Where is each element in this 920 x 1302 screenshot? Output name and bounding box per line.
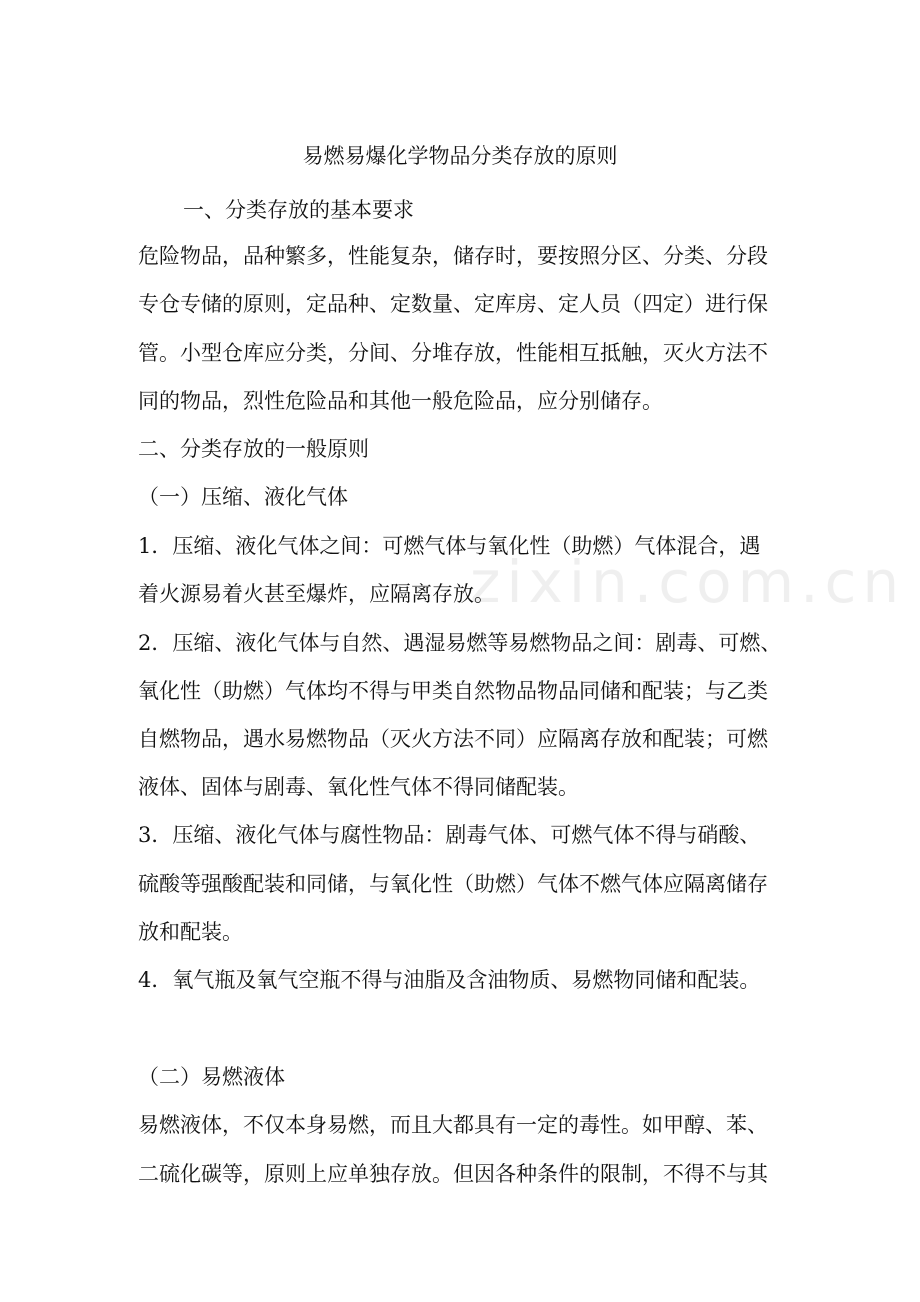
paragraph-line: 4．氧气瓶及氧气空瓶不得与油脂及含油物质、易燃物同储和配装。 bbox=[138, 968, 761, 992]
paragraph-line: 放和配装。 bbox=[138, 920, 243, 944]
paragraph-line: 3．压缩、液化气体与腐性物品：剧毒气体、可燃气体不得与硝酸、 bbox=[138, 823, 761, 847]
subsection-heading: （二）易燃液体 bbox=[138, 1065, 285, 1089]
document-title: 易燃易爆化学物品分类存放的原则 bbox=[302, 144, 618, 168]
section-heading: 一、分类存放的基本要求 bbox=[183, 198, 414, 222]
paragraph-line: 硫酸等强酸配装和同储，与氧化性（助燃）气体不燃气体应隔离储存 bbox=[138, 872, 768, 896]
paragraph-line: 氧化性（助燃）气体均不得与甲类自然物品物品同储和配装；与乙类 bbox=[138, 679, 768, 703]
paragraph-line: 二硫化碳等，原则上应单独存放。但因各种条件的限制，不得不与其 bbox=[138, 1162, 768, 1186]
paragraph-line: 同的物品，烈性危险品和其他一般危险品，应分别储存。 bbox=[138, 389, 663, 413]
paragraph-line: 2．压缩、液化气体与自然、遇湿易燃等易燃物品之间：剧毒、可燃、 bbox=[138, 631, 782, 655]
section-heading: 二、分类存放的一般原则 bbox=[138, 437, 369, 461]
paragraph-line: 着火源易着火甚至爆炸，应隔离存放。 bbox=[138, 582, 495, 606]
watermark: zixin.com.cn bbox=[470, 548, 906, 616]
paragraph-line: 自燃物品，遇水易燃物品（灭火方法不同）应隔离存放和配装；可燃 bbox=[138, 727, 768, 751]
paragraph-line: 专仓专储的原则，定品种、定数量、定库房、定人员（四定）进行保 bbox=[138, 292, 768, 316]
subsection-heading: （一）压缩、液化气体 bbox=[138, 485, 348, 509]
paragraph-line: 1．压缩、液化气体之间：可燃气体与氧化性（助燃）气体混合，遇 bbox=[138, 534, 761, 558]
paragraph-line: 液体、固体与剧毒、氧化性气体不得同储配装。 bbox=[138, 775, 579, 799]
paragraph-line: 危险物品，品种繁多，性能复杂，储存时，要按照分区、分类、分段 bbox=[138, 244, 768, 268]
paragraph-line: 易燃液体，不仅本身易燃，而且大都具有一定的毒性。如甲醇、苯、 bbox=[138, 1113, 768, 1137]
paragraph-line: 管。小型仓库应分类，分间、分堆存放，性能相互抵触，灭火方法不 bbox=[138, 341, 768, 365]
